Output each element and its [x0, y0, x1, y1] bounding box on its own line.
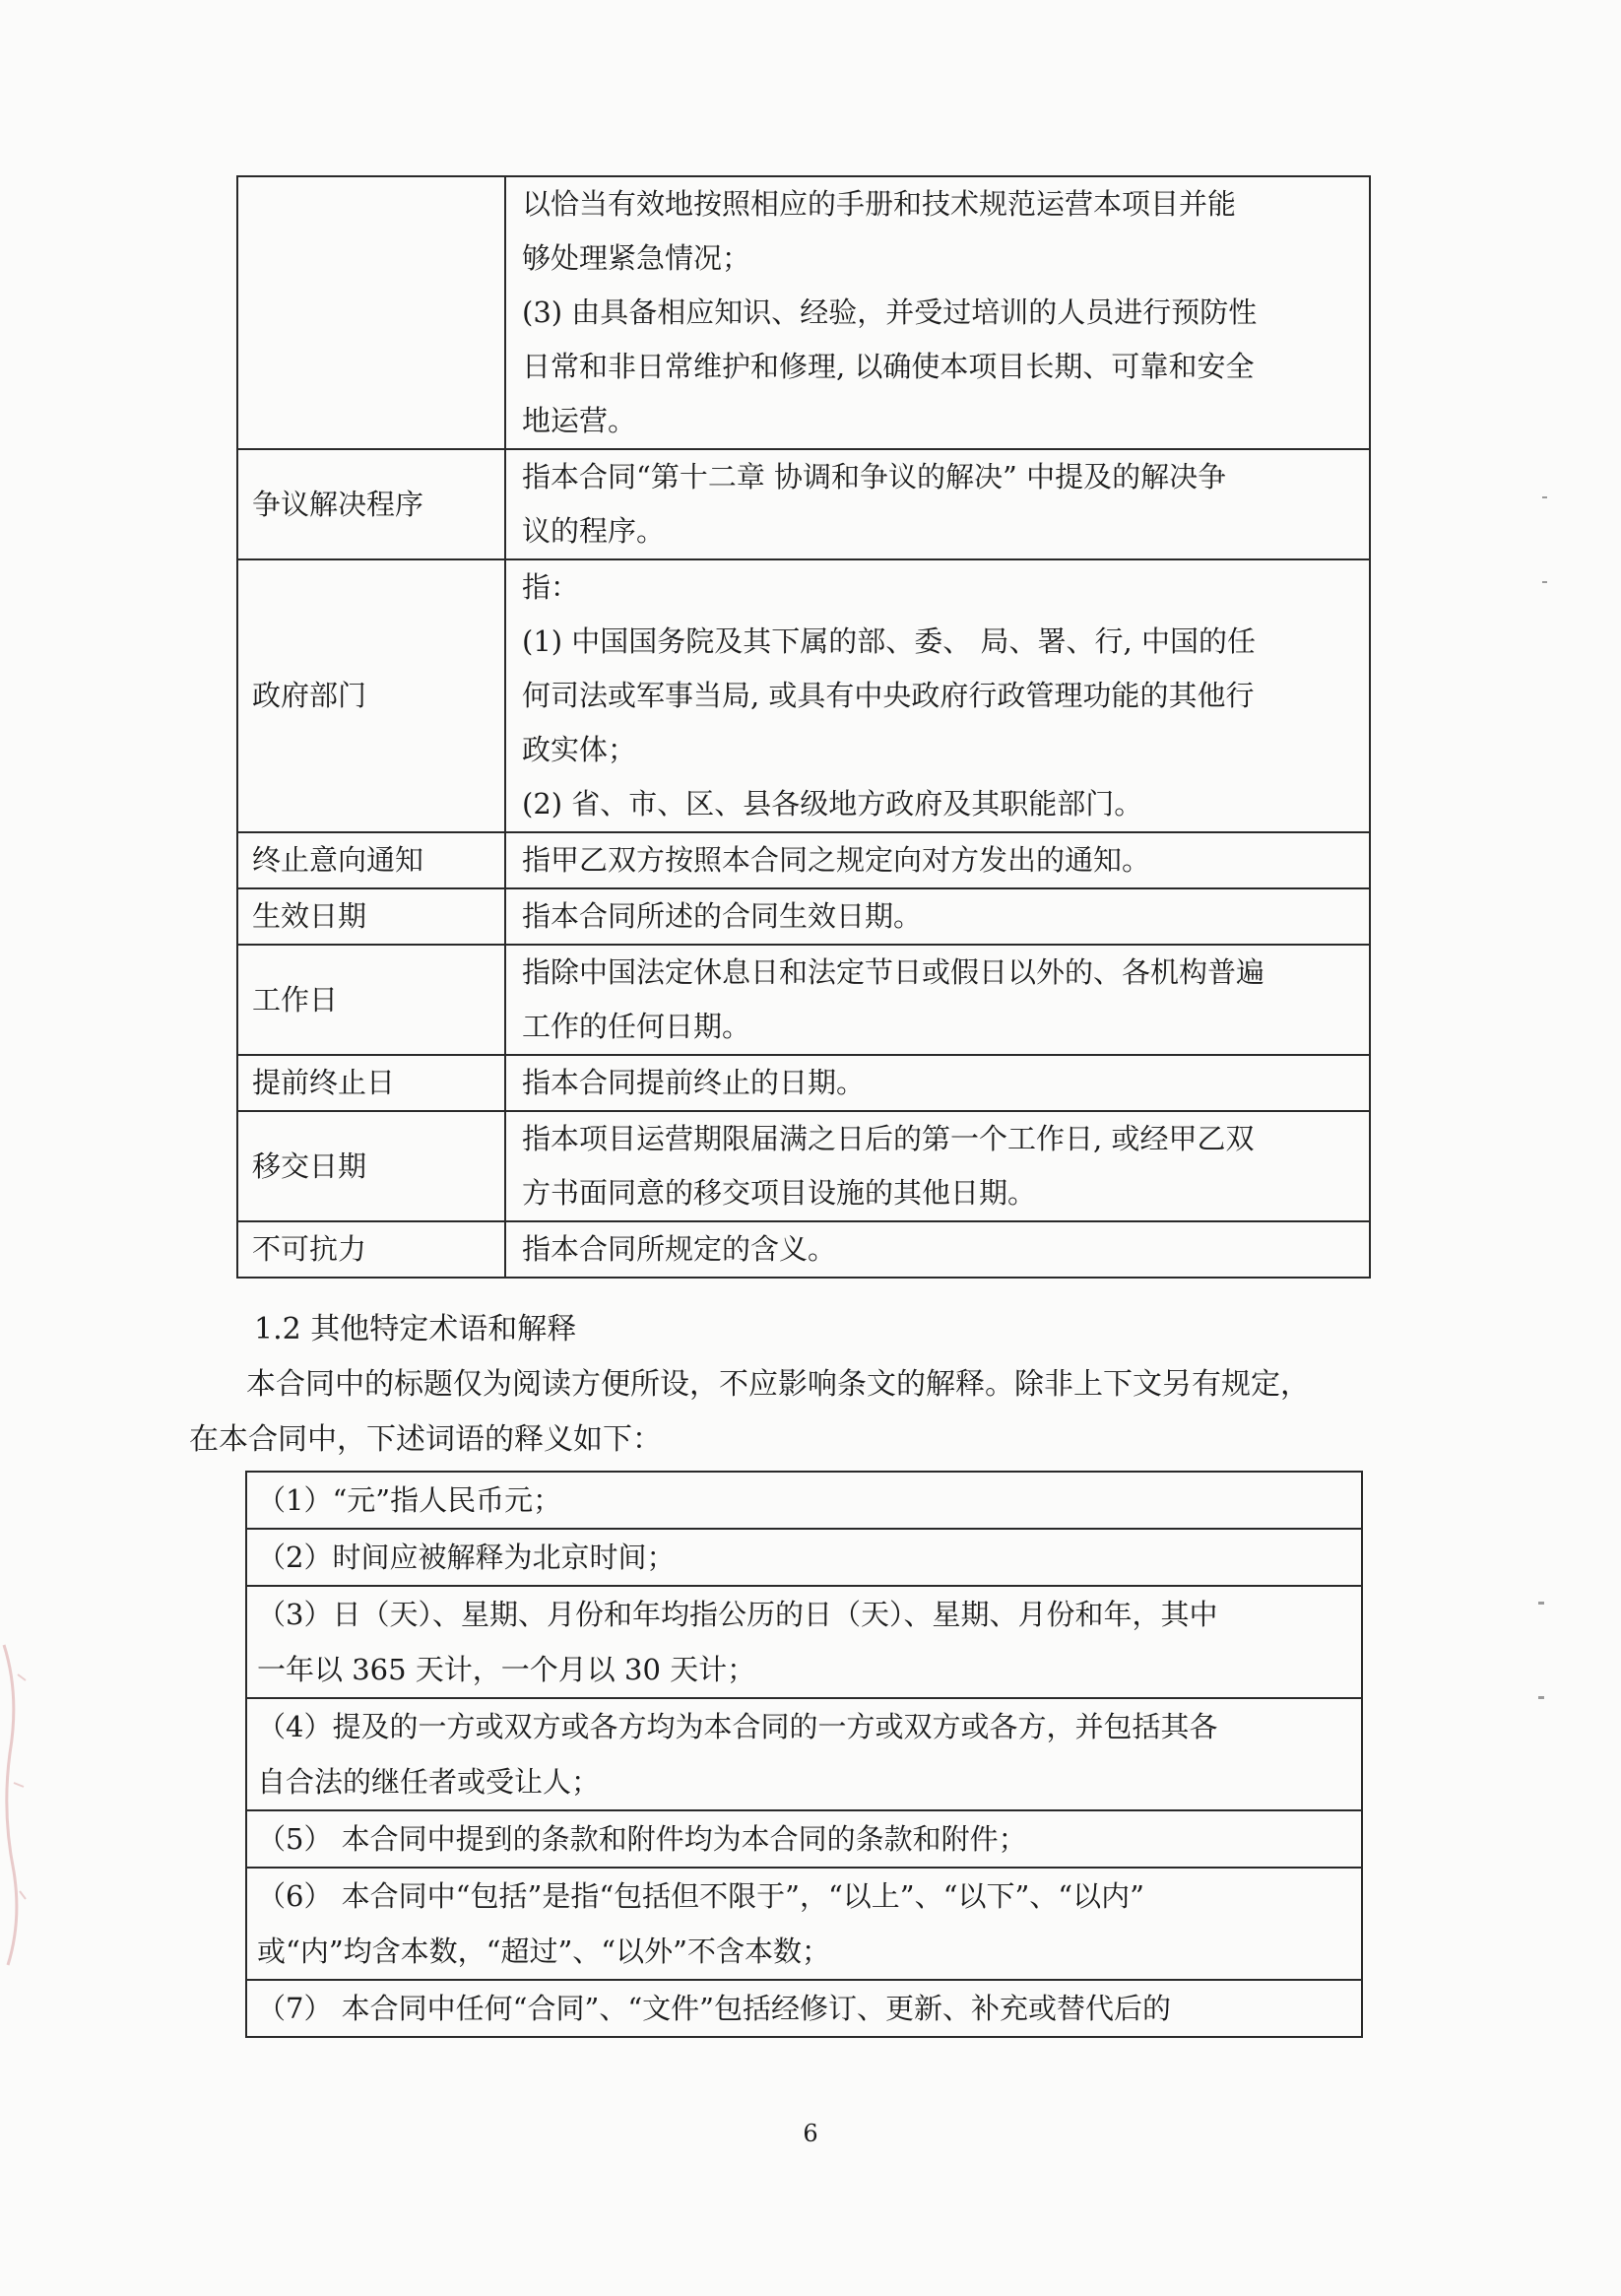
definition-line: 议的程序。 [522, 514, 666, 548]
definition-row [237, 832, 1370, 888]
scan-mark [1542, 581, 1547, 583]
interpretation-line: （3）日（天）、星期、月份和年均指公历的日（天）、星期、月份和年，其中 [257, 1598, 1218, 1631]
interpretation-line: 或“内”均含本数，“超过”、“以外”不含本数； [257, 1935, 830, 1968]
interpretation-item [246, 1980, 1362, 2037]
intro-paragraph [189, 1357, 1400, 1468]
interpretation-row [246, 1586, 1362, 1698]
definition-line: 指本合同“第十二章 协调和争议的解决” 中提及的解决争 [522, 460, 1227, 493]
intro-line: 本合同中的标题仅为阅读方便所设，不应影响条文的解释。除非上下文另有规定， [246, 1367, 1310, 1402]
interpretation-item [246, 1586, 1362, 1698]
definition-description [505, 559, 1370, 832]
interpretation-line: （2）时间应被解释为北京时间； [257, 1541, 676, 1574]
definition-line: (3) 由具备相应知识、经验，并受过培训的人员进行预防性 [522, 295, 1258, 329]
intro-line: 在本合同中，下述词语的释义如下： [189, 1422, 662, 1457]
definition-line: 地运营。 [522, 404, 637, 437]
interpretation-line: 自合法的继任者或受让人； [257, 1765, 601, 1799]
definition-row [237, 1221, 1370, 1278]
seal-stamp-fragment [0, 1635, 39, 1970]
page-number: 6 [803, 2120, 818, 2147]
definition-row [237, 888, 1370, 945]
definition-term: 移交日期 [237, 1111, 505, 1221]
definition-row [237, 559, 1370, 832]
scan-mark [1538, 1602, 1544, 1605]
definition-description [505, 1055, 1370, 1111]
interpretation-table [245, 1471, 1363, 2038]
interpretation-item [246, 1810, 1362, 1868]
section-heading: 1.2 其他特定术语和解释 [254, 1312, 577, 1346]
interpretation-item [246, 1868, 1362, 1980]
definition-description [505, 1221, 1370, 1278]
definition-term: 争议解决程序 [237, 449, 505, 559]
definition-line: (2) 省、市、区、县各级地方政府及其职能部门。 [522, 787, 1143, 820]
definition-term: 工作日 [237, 945, 505, 1055]
definitions-table [236, 175, 1371, 1279]
definition-description [505, 1111, 1370, 1221]
definition-description [505, 176, 1370, 449]
interpretation-line: （6） 本合同中“包括”是指“包括但不限于”，“以上”、“以下”、“以内” [257, 1879, 1144, 1913]
definition-row [237, 176, 1370, 449]
interpretation-line: （1）“元”指人民币元； [257, 1483, 562, 1517]
definition-line: 日常和非日常维护和修理, 以确使本项目长期、可靠和安全 [522, 350, 1255, 383]
interpretation-line: 一年以 365 天计，一个月以 30 天计； [257, 1653, 756, 1686]
definition-line: (1) 中国国务院及其下属的部、委、 局、署、行, 中国的任 [522, 624, 1256, 658]
definition-term [237, 176, 505, 449]
scan-mark [1542, 496, 1547, 498]
definition-line: 指甲乙双方按照本合同之规定向对方发出的通知。 [522, 843, 1151, 877]
definition-line: 指本合同所述的合同生效日期。 [522, 899, 923, 933]
interpretation-row [246, 1472, 1362, 1529]
definition-line: 指本项目运营期限届满之日后的第一个工作日, 或经甲乙双 [522, 1122, 1255, 1155]
definition-line: 指除中国法定休息日和法定节日或假日以外的、各机构普遍 [522, 955, 1265, 989]
interpretation-item [246, 1472, 1362, 1529]
definition-description [505, 832, 1370, 888]
definition-line: 指本合同所规定的含义。 [522, 1232, 837, 1266]
definition-term: 不可抗力 [237, 1221, 505, 1278]
definition-row [237, 1055, 1370, 1111]
scan-mark [1538, 1696, 1544, 1699]
interpretation-line: （7） 本合同中任何“合同”、“文件”包括经修订、更新、补充或替代后的 [257, 1992, 1171, 2025]
interpretation-row [246, 1980, 1362, 2037]
definition-line: 以恰当有效地按照相应的手册和技术规范运营本项目并能 [522, 187, 1237, 221]
interpretation-row [246, 1698, 1362, 1810]
interpretation-line: （4）提及的一方或双方或各方均为本合同的一方或双方或各方，并包括其各 [257, 1710, 1218, 1743]
definition-line: 指本合同提前终止的日期。 [522, 1066, 866, 1099]
definition-row [237, 945, 1370, 1055]
definition-description [505, 888, 1370, 945]
interpretation-row [246, 1810, 1362, 1868]
definition-description [505, 945, 1370, 1055]
interpretation-item [246, 1698, 1362, 1810]
interpretation-line: （5） 本合同中提到的条款和附件均为本合同的条款和附件； [257, 1822, 1027, 1856]
interpretation-row [246, 1868, 1362, 1980]
definition-term: 提前终止日 [237, 1055, 505, 1111]
definition-line: 够处理紧急情况； [522, 241, 751, 275]
definition-line: 何司法或军事当局, 或具有中央政府行政管理功能的其他行 [522, 679, 1255, 712]
definition-line: 政实体； [522, 733, 637, 766]
definition-term: 终止意向通知 [237, 832, 505, 888]
definition-line: 工作的任何日期。 [522, 1010, 751, 1043]
definition-row [237, 449, 1370, 559]
definition-term: 生效日期 [237, 888, 505, 945]
definition-description [505, 449, 1370, 559]
definition-line: 指： [522, 570, 580, 604]
definition-row [237, 1111, 1370, 1221]
definition-term: 政府部门 [237, 559, 505, 832]
interpretation-item [246, 1529, 1362, 1586]
definition-line: 方书面同意的移交项目设施的其他日期。 [522, 1176, 1037, 1210]
interpretation-row [246, 1529, 1362, 1586]
